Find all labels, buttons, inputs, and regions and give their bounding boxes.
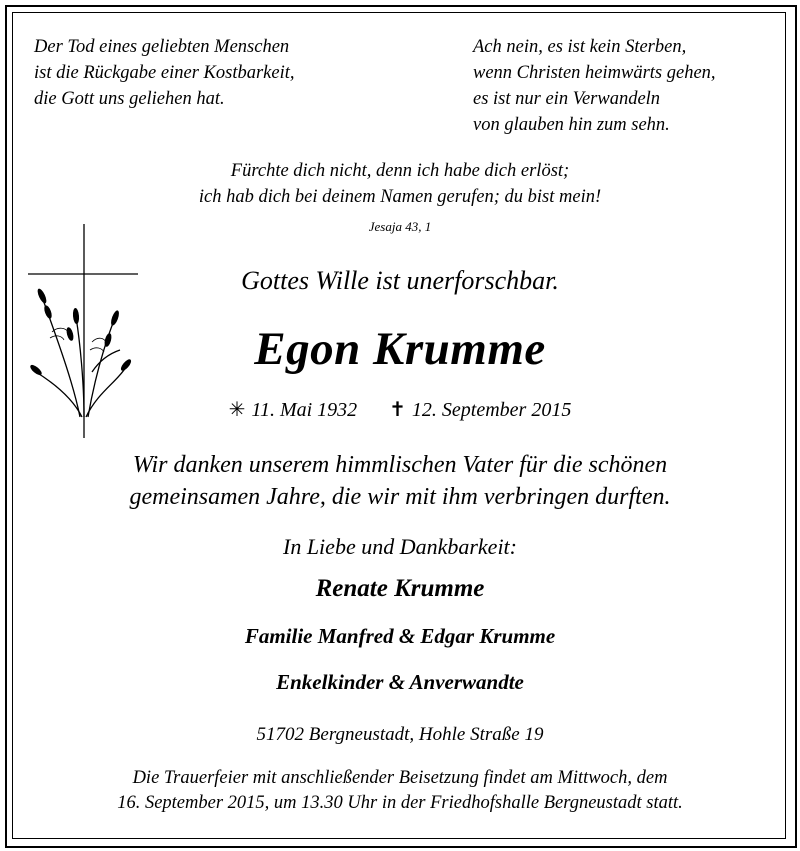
- mourner-family: Familie Manfred & Edgar Krumme: [244, 624, 556, 648]
- mourner-relatives: Enkelkinder & Anverwandte: [276, 670, 524, 694]
- verse-right-line: wenn Christen heimwärts gehen,: [473, 63, 716, 83]
- death-date: 12. September 2015: [411, 399, 572, 421]
- thanks-text: [0, 449, 800, 513]
- verse-left-line: Der Tod eines geliebten Menschen: [34, 37, 290, 57]
- funeral-notice: [0, 766, 800, 816]
- bible-quote-line: ich hab dich bei deinem Namen gerufen; du bist mein!: [198, 187, 602, 207]
- verse-left-line: ist die Rückgabe einer Kostbarkeit,: [34, 63, 295, 83]
- verse-right-line: es ist nur ein Verwandeln: [473, 89, 661, 109]
- thanks-line: Wir danken unserem himmlischen Vater für die schönen: [132, 452, 668, 478]
- verse-right: [473, 34, 716, 138]
- cross-death-icon: ✝: [389, 399, 406, 421]
- motto: Gottes Wille ist unerforschbar.: [241, 266, 559, 295]
- birth-date: 11. Mai 1932: [251, 399, 358, 421]
- address: 51702 Bergneustadt, Hohle Straße 19: [256, 724, 544, 745]
- bible-quote-line: Fürchte dich nicht, denn ich habe dich erlöst;: [230, 161, 570, 181]
- life-dates: [0, 397, 800, 422]
- verse-right-line: von glauben hin zum sehn.: [473, 115, 670, 135]
- funeral-line: Die Trauerfeier mit anschließender Beisetzung findet am Mittwoch, dem: [132, 768, 668, 788]
- asterisk-birth-icon: ✳: [228, 399, 246, 421]
- verse-right-line: Ach nein, es ist kein Sterben,: [473, 37, 687, 57]
- mourner-primary: Renate Krumme: [315, 575, 485, 602]
- bible-reference: Jesaja 43, 1: [368, 219, 432, 234]
- closing-phrase: In Liebe und Dankbarkeit:: [283, 534, 517, 559]
- verse-left: [34, 34, 294, 112]
- bible-quote: [0, 158, 800, 210]
- verse-left-line: die Gott uns geliehen hat.: [34, 89, 225, 109]
- thanks-line: gemeinsamen Jahre, die wir mit ihm verbringen durften.: [129, 484, 671, 510]
- deceased-name: Egon Krumme: [254, 323, 546, 375]
- funeral-line: 16. September 2015, um 13.30 Uhr in der Friedhofshalle Bergneustadt statt.: [117, 793, 683, 813]
